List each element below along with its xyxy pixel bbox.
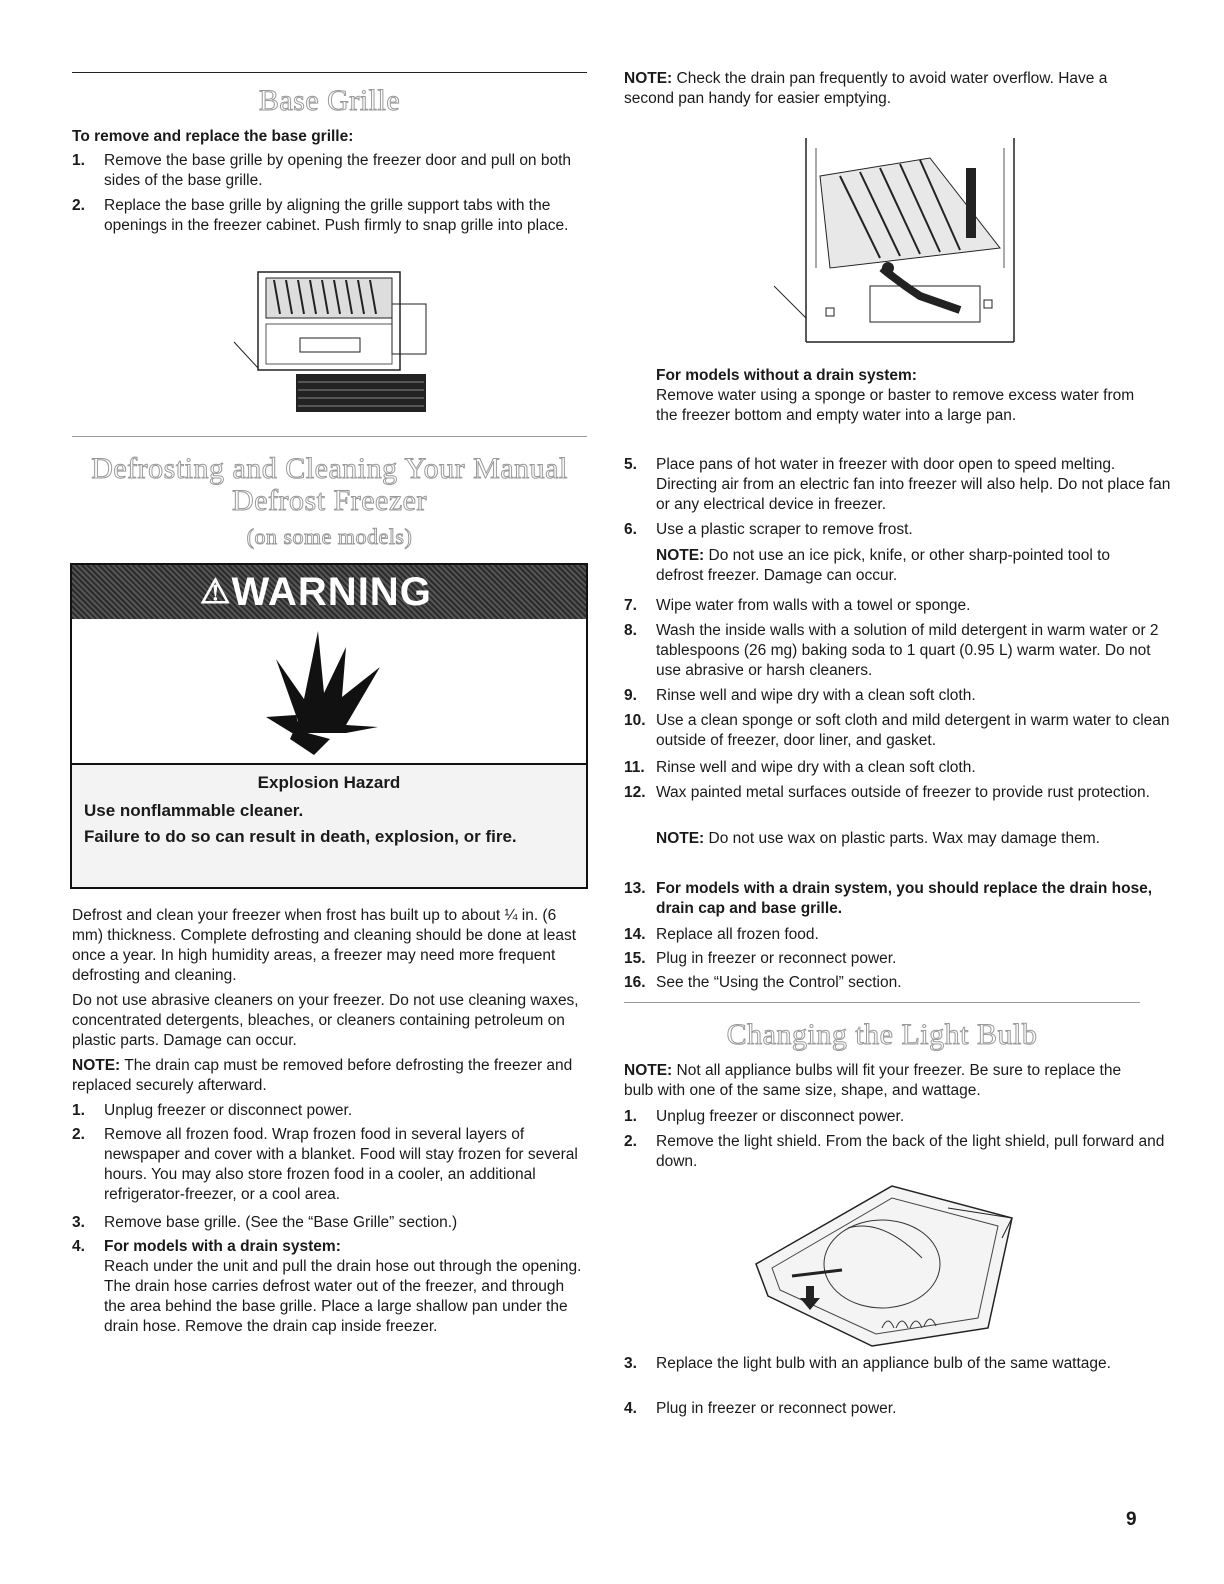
list-item: 2. Replace the base grille by aligning the grille support tabs with the openings in the freezer cabinet. Push firmly to snap grille into place. — [72, 197, 569, 234]
list-item: 3. Replace the light bulb with an appliance bulb of the same wattage. — [624, 1355, 1111, 1372]
list-item: 3. Remove base grille. (See the “Base Grille” section.) — [72, 1214, 458, 1231]
step12-note: NOTE: Do not use wax on plastic parts. Wax may damage them. — [656, 830, 1100, 847]
list-item: 13. For models with a drain system, you should replace the drain hose, drain cap and base grille. — [624, 880, 1153, 917]
no-drain-text: Remove water using a sponge or baster to remove excess water from the freezer bottom and empty water into a large pan. — [656, 387, 1135, 424]
list-item: 2. Remove the light shield. From the back of the light shield, pull forward and down. — [624, 1133, 1165, 1170]
bulb-heading: Changing the Light Bulb — [726, 1018, 1038, 1051]
list-item: 4. Plug in freezer or reconnect power. — [624, 1400, 897, 1417]
list-item: 11. Rinse well and wipe dry with a clean soft cloth. — [624, 759, 976, 776]
list-item: 9. Rinse well and wipe dry with a clean soft cloth. — [624, 687, 976, 704]
section-rule — [72, 436, 587, 437]
drain-pan-note: NOTE: Check the drain pan frequently to avoid water overflow. Have a second pan handy for easier emptying. — [624, 70, 1108, 107]
list-item: 4. For models with a drain system: Reach under the unit and pull the drain hose out through the opening. The drain hose carries defrost water out of the freezer, and through the area behind the base grille. Place a large shallow pan under the drain hose. Remove the drain cap inside freezer. — [72, 1238, 582, 1335]
base-grille-illustration — [230, 268, 430, 416]
warning-text-area — [72, 763, 586, 887]
step6-note: NOTE: Do not use an ice pick, knife, or other sharp-pointed tool to defrost freezer. Damage can occur. — [656, 547, 1111, 584]
warning-title: WARNING — [231, 570, 432, 614]
drain-pan-illustration — [770, 118, 1030, 358]
list-item: 2. Remove all frozen food. Wrap frozen food in several layers of newspaper and cover with a blanket. Food will stay frozen for several hours. You may also store frozen food in a cooler, an additional refrigerator-freezer, or a cool area. — [72, 1126, 578, 1203]
warning-box — [70, 563, 588, 889]
warning-hazard-title: Explosion Hazard — [257, 773, 401, 792]
defrost-heading-sub: (on some models) — [246, 524, 413, 549]
section-rule — [624, 1002, 1140, 1003]
list-item: 1. Unplug freezer or disconnect power. — [72, 1102, 353, 1119]
list-item: 12. Wax painted metal surfaces outside of freezer to provide rust protection. — [624, 784, 1150, 801]
base-grille-subheading: To remove and replace the base grille: — [72, 128, 354, 145]
defrost-heading-line2: Defrost Freezer — [232, 484, 427, 517]
page-number: 9 — [1126, 1509, 1137, 1530]
bulb-note: NOTE: Not all appliance bulbs will fit your freezer. Be sure to replace the bulb with one of the same size, shape, and wattage. — [624, 1062, 1122, 1099]
list-item: 5. Place pans of hot water in freezer with door open to speed melting. Directing air from an electric fan into freezer will also help. Do not place fan or any electrical device in freezer. — [624, 456, 1171, 513]
warning-header — [72, 565, 586, 619]
light-shield-illustration — [752, 1178, 1022, 1350]
warning-triangle-icon: ⚠ — [200, 573, 232, 611]
list-item: 15. Plug in freezer or reconnect power. — [624, 950, 897, 967]
no-drain-heading: For models without a drain system: — [656, 367, 917, 384]
top-rule-left — [72, 72, 587, 73]
warning-line2: Failure to do so can result in death, explosion, or fire. — [84, 827, 517, 846]
list-item: 14. Replace all frozen food. — [624, 926, 819, 943]
list-item: 16. See the “Using the Control” section. — [624, 974, 902, 991]
defrost-note: NOTE: The drain cap must be removed before defrosting the freezer and replaced securely afterward. — [72, 1057, 573, 1094]
defrost-para2: Do not use abrasive cleaners on your freezer. Do not use cleaning waxes, concentrated detergents, bleaches, or cleaners containing petroleum on plastic parts. Damage can occur. — [72, 992, 579, 1049]
defrost-para1: Defrost and clean your freezer when frost has built up to about ¼ in. (6 mm) thickness. Complete defrosting and cleaning should be done at least once a year. In high humidity areas, a freezer may need more frequent defrosting and cleaning. — [72, 907, 577, 984]
explosion-icon — [262, 627, 392, 757]
list-item: 1. Unplug freezer or disconnect power. — [624, 1108, 905, 1125]
list-item: 8. Wash the inside walls with a solution of mild detergent in warm water or 2 tablespoons (26 mg) baking soda to 1 quart (0.95 L) warm water. Do not use abrasive or harsh cleaners. — [624, 622, 1159, 679]
defrost-heading-line1: Defrosting and Cleaning Your Manual — [91, 452, 568, 485]
list-item: 6. Use a plastic scraper to remove frost. — [624, 521, 913, 538]
list-item: 1. Remove the base grille by opening the freezer door and pull on both sides of the base grille. — [72, 152, 572, 189]
list-item: 10. Use a clean sponge or soft cloth and mild detergent in warm water to clean outside of freezer, door liner, and gasket. — [624, 712, 1170, 749]
warning-line1: Use nonflammable cleaner. — [84, 801, 304, 820]
list-item: 7. Wipe water from walls with a towel or sponge. — [624, 597, 971, 614]
base-grille-heading: Base Grille — [258, 84, 401, 117]
